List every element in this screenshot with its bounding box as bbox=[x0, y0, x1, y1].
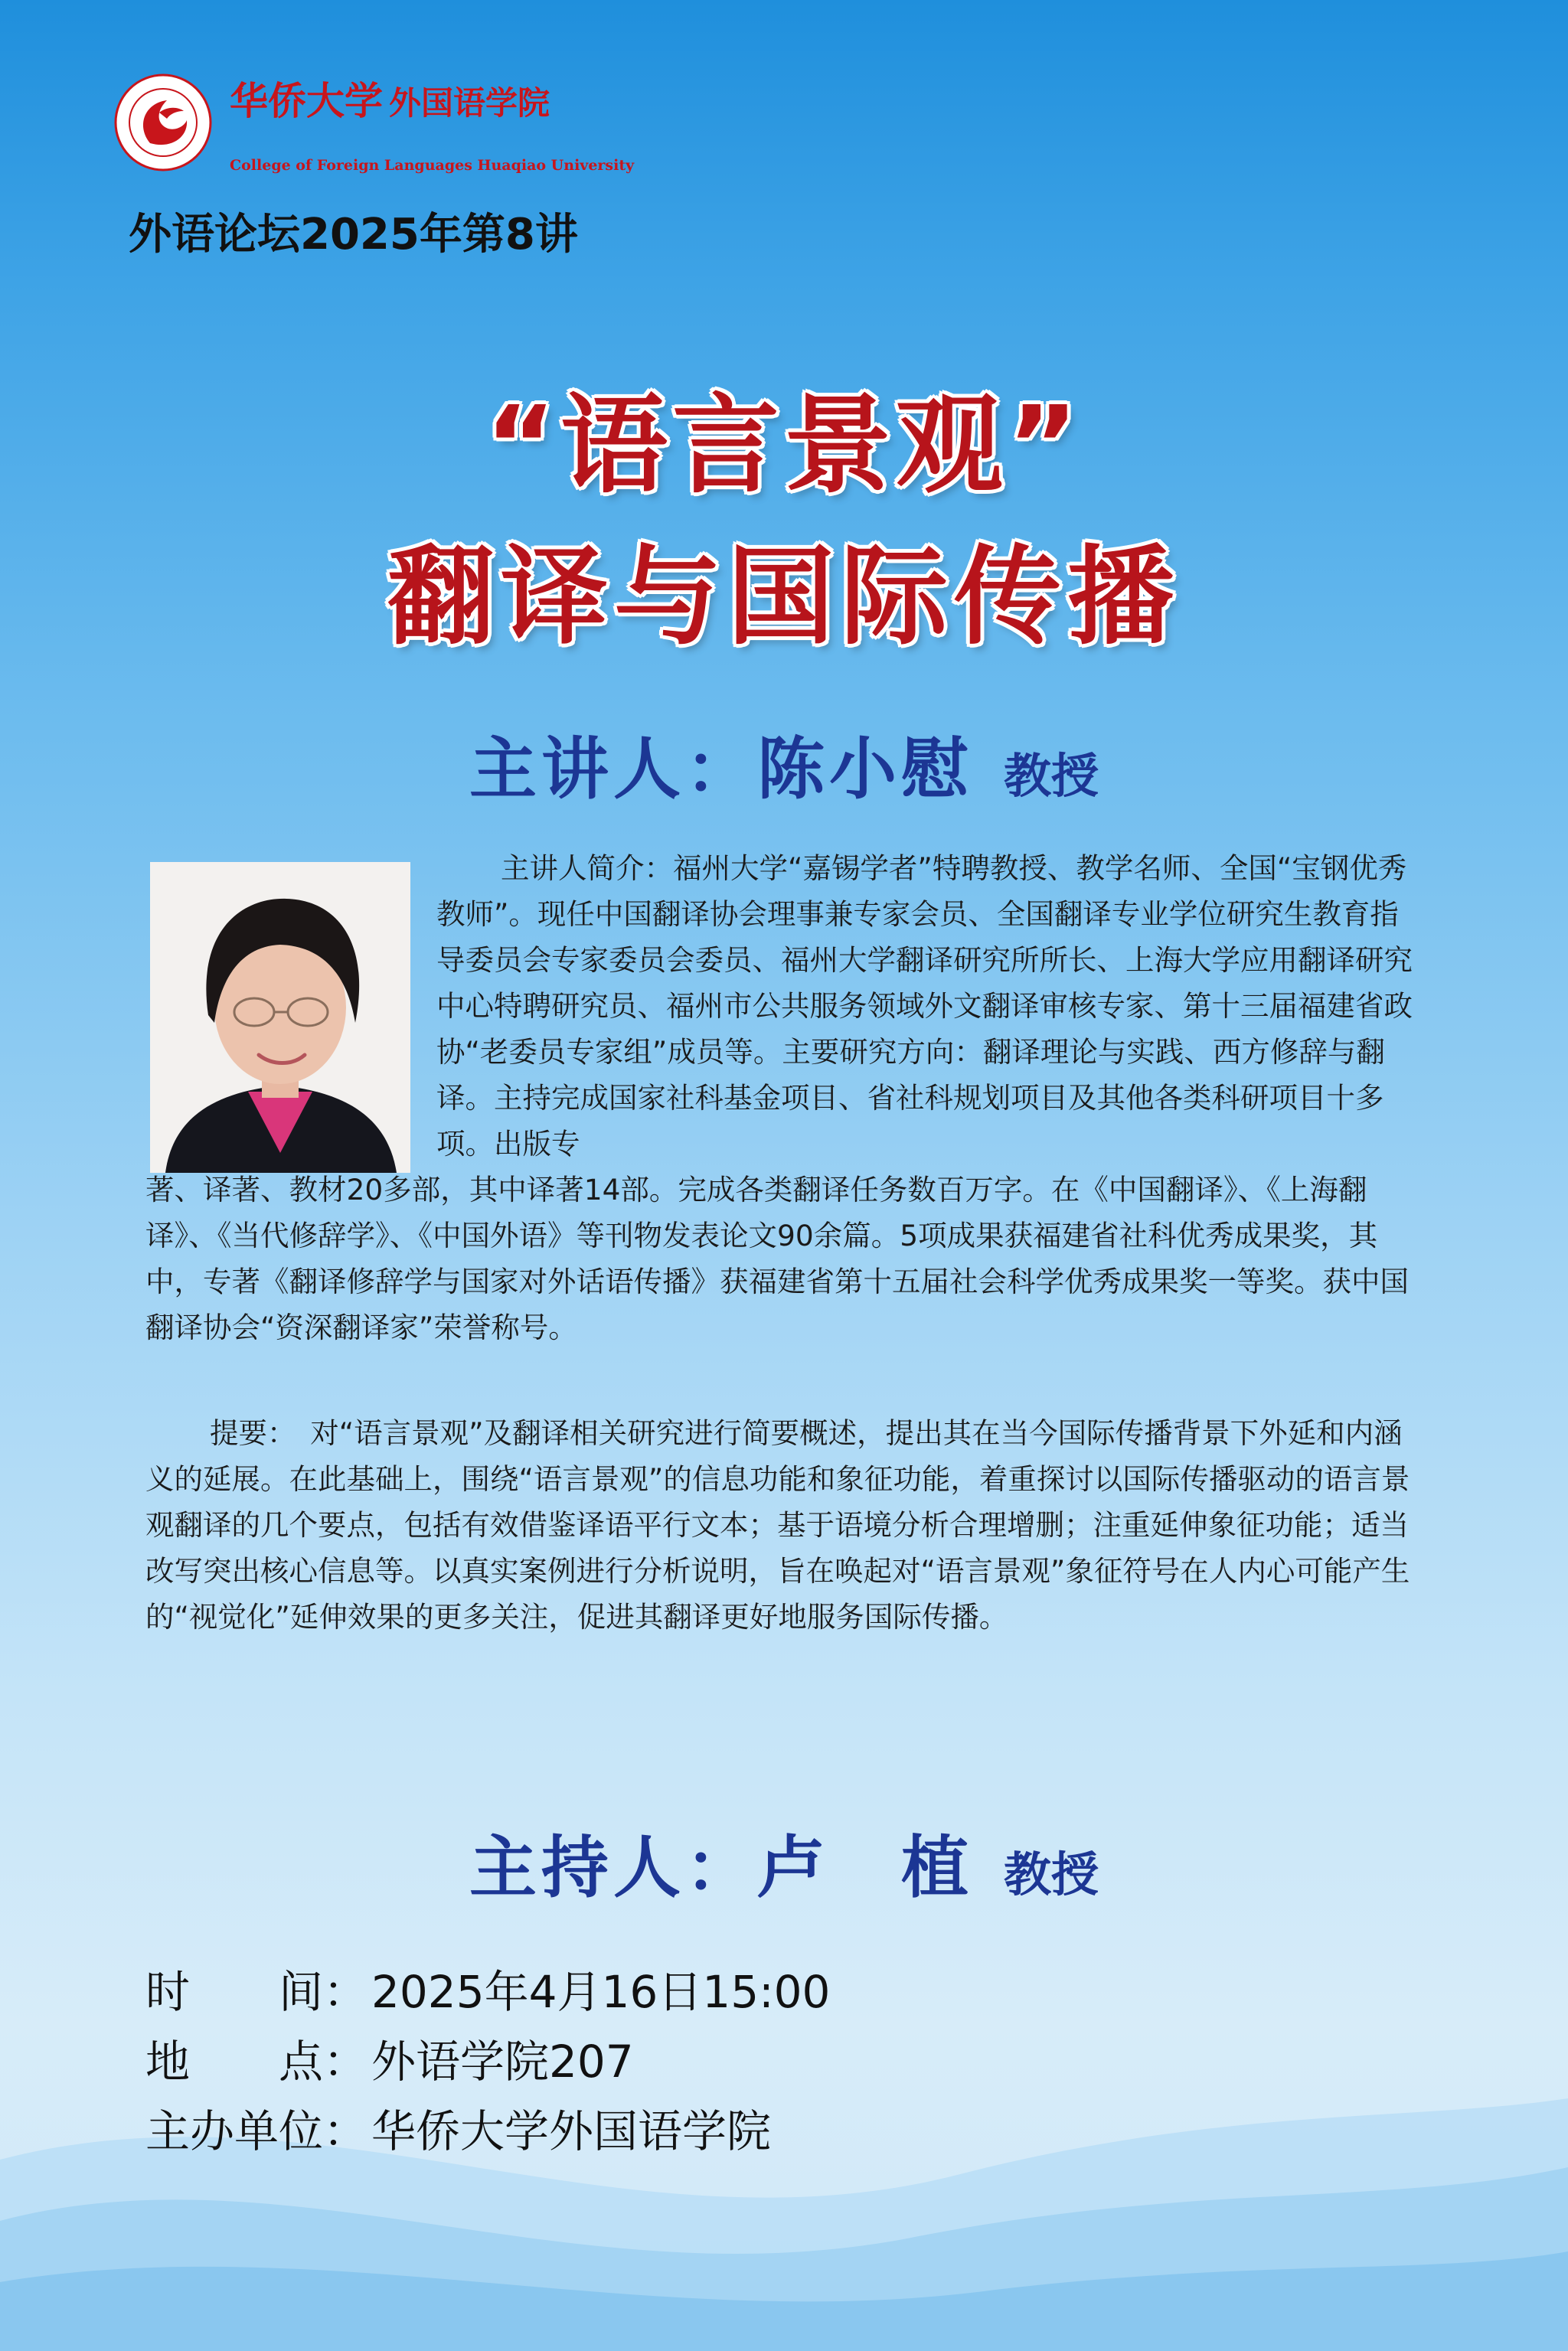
speaker-rank: 教授 bbox=[1004, 748, 1099, 804]
lecture-title-line2: 翻译与国际传播 bbox=[387, 535, 1181, 660]
info-organizer bbox=[145, 2095, 771, 2160]
speaker-bio-text: 主讲人简介：福州大学“嘉锡学者”特聘教授、教学名师、全国“宝钢优秀教师”。现任中国翻译协会理事兼专家会员、全国翻译专业学位研究生教育指导委员会专家委员会委员、福州大学翻译研究所所长、上海大学应用翻译研究中心特聘研究员、福州市公共服务领域外文翻译审核专家、第十三届福建省政协“老委员专家组”成员等。主要研究方向：翻译理论与实践、西方修辞与翻译。主持完成国家社科基金项目、省社科规划项目及其他各类科研项目十多项。出版专 bbox=[436, 851, 1413, 1161]
lecture-abstract bbox=[145, 1410, 1423, 1640]
host-rank: 教授 bbox=[1004, 1847, 1099, 1902]
speaker-name: 主讲人：陈小慰 bbox=[469, 729, 973, 808]
info-organizer-value: 华侨大学外国语学院 bbox=[371, 2105, 772, 2157]
speaker-bio-top bbox=[436, 845, 1423, 1167]
lecture-title-line1: “语言景观” bbox=[485, 384, 1083, 508]
logo-school-name: 华侨大学 外国语学院 bbox=[230, 78, 550, 123]
logo-dept-name: 外国语学院 bbox=[389, 84, 550, 122]
host-line bbox=[0, 1814, 1568, 1911]
info-time-value: 2025年4月16日15:00 bbox=[371, 1966, 831, 2018]
info-organizer-label: 主办单位： bbox=[145, 2105, 368, 2157]
speaker-bio-continuation: 著、译著、教材20多部，其中译著14部。完成各类翻译任务数百万字。在《中国翻译》、《上海翻译》、《当代修辞学》、《中国外语》等刊物发表论文90余篇。5项成果获福建省社科优秀成果奖，其中，专著《翻译修辞学与国家对外话语传播》获福建省第十五届社会科学优秀成果奖一等奖。获中国翻译协会“资深翻译家”荣誉称号。 bbox=[145, 1173, 1409, 1344]
logo-english-name: College of Foreign Languages Huaqiao University bbox=[230, 157, 635, 174]
info-place-label: 地 点： bbox=[145, 2036, 368, 2088]
info-place bbox=[145, 2026, 634, 2090]
college-seal-logo bbox=[113, 73, 213, 172]
forum-series-label: 外语论坛2025年第8讲 bbox=[129, 210, 578, 260]
info-place-value: 外语学院207 bbox=[371, 2036, 634, 2088]
speaker-line bbox=[0, 716, 1568, 812]
abstract-text: 提要： 对“语言景观”及翻译相关研究进行简要概述，提出其在当今国际传播背景下外延和内涵义的延展。在此基础上，围绕“语言景观”的信息功能和象征功能，着重探讨以国际传播驱动的语言景观翻译的几个要点，包括有效借鉴译语平行文本；基于语境分析合理增删；注重延伸象征功能；适当改写突出核心信息等。以真实案例进行分析说明，旨在唤起对“语言景观”象征符号在人内心可能产生的“视觉化”延伸效果的更多关注，促进其翻译更好地服务国际传播。 bbox=[145, 1416, 1410, 1634]
info-time bbox=[145, 1956, 830, 2020]
host-name: 主持人：卢 植 bbox=[469, 1827, 973, 1907]
speaker-photo bbox=[150, 862, 410, 1173]
info-time-label: 时 间： bbox=[145, 1966, 368, 2018]
